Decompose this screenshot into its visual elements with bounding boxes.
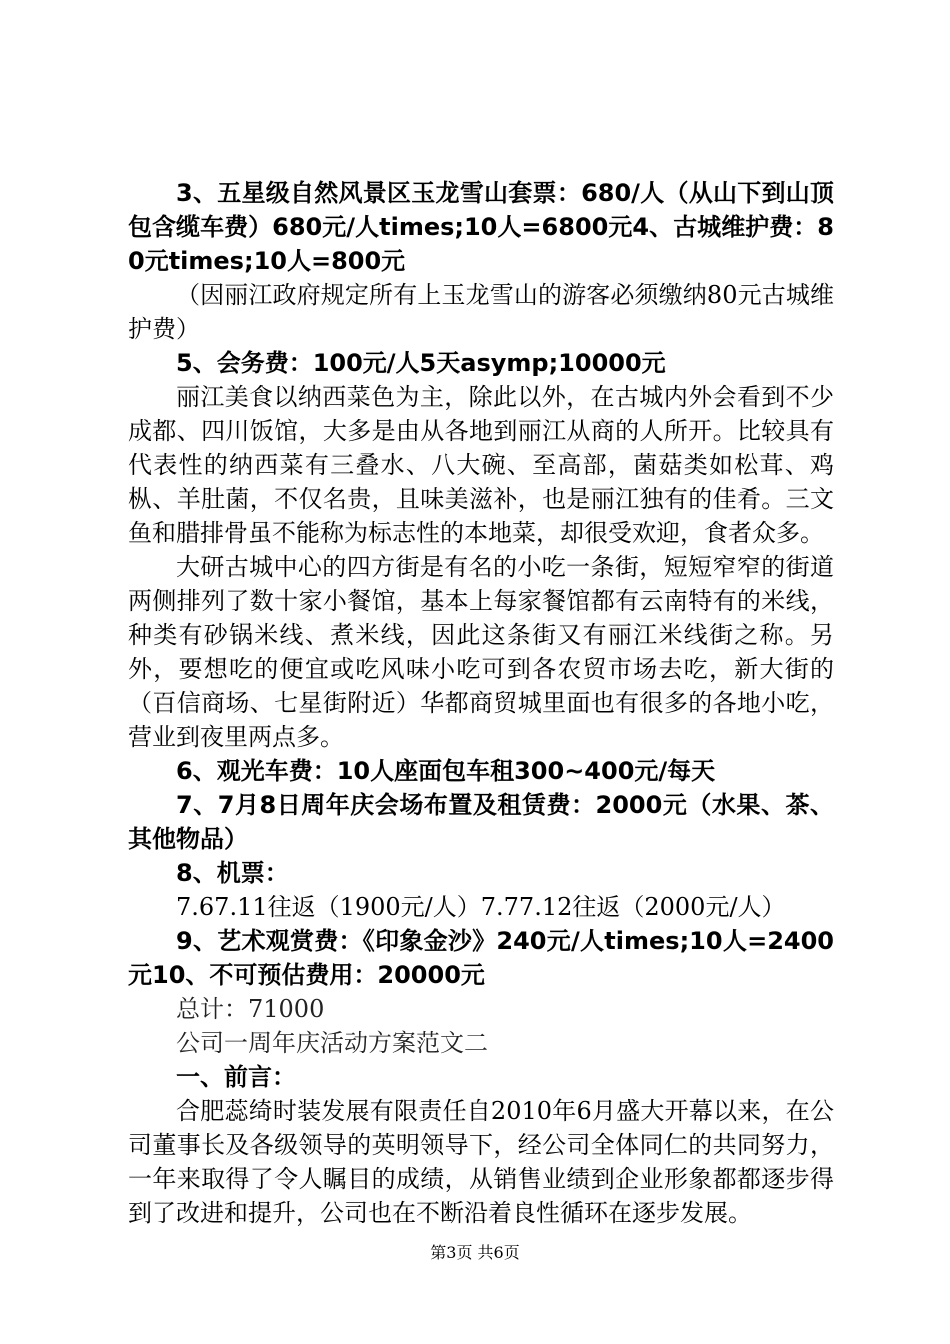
paragraph-scenic-ticket: 3、五星级自然风景区玉龙雪山套票：680/人（从山下到山顶包含缆车费）680元/人times;10人=6800元4、古城维护费：80元times;10人=800元: [128, 179, 834, 275]
paragraph-air-ticket-detail: 7.67.11往返（1900元/人）7.77.12往返（2000元/人）: [176, 893, 786, 921]
paragraph-sifang-street: 大研古城中心的四方街是有名的小吃一条街，短短窄窄的街道两侧排列了数十家小餐馆，基本上每家餐馆都有云南特有的米线，种类有砂锅米线、煮米线，因此这条街又有丽江米线街之称。另外，要想吃的便宜或吃风味小吃可到各农贸市场去吃，新大街的（百信商场、七星街附近）华都商贸城里面也有很多的各地小吃，营业到夜里两点多。: [128, 553, 834, 751]
paragraph-maintenance-note: （因丽江政府规定所有上玉龙雪山的游客必须缴纳80元古城维护费）: [128, 281, 834, 343]
paragraph-sightseeing-bus: 6、观光车费：10人座面包车租300~400元/每天: [176, 757, 716, 785]
section-heading-preface: 一、前言：: [176, 1063, 296, 1091]
paragraph-air-ticket-heading: 8、机票：: [176, 859, 289, 887]
paragraph-conference-fee: 5、会务费：100元/人5天asymp;10000元: [176, 349, 666, 377]
paragraph-preface-body: 合肥蕊绮时装发展有限责任自2010年6月盛大开幕以来，在公司董事长及各级领导的英明领导下，经公司全体同仁的共同努力，一年来取得了令人瞩目的成绩，从销售业绩到企业形象都都逐步得到了改进和提升，公司也在不断沿着良性循环在逐步发展。: [128, 1097, 834, 1227]
paragraph-lijiang-food: 丽江美食以纳西菜色为主，除此以外，在古城内外会看到不少成都、四川饭馆，大多是由从各地到丽江从商的人所开。比较具有代表性的纳西菜有三叠水、八大碗、至高部，菌菇类如松茸、鸡枞、羊肚菌，不仅名贵，且味美滋补，也是丽江独有的佳肴。三文鱼和腊排骨虽不能称为标志性的本地菜，却很受欢迎，食者众多。: [128, 383, 834, 547]
paragraph-plan-two-title: 公司一周年庆活动方案范文二: [176, 1029, 488, 1057]
paragraph-art-fee: 9、艺术观赏费：《印象金沙》240元/人times;10人=2400元10、不可预估费用：20000元: [128, 927, 834, 989]
page-number-footer: 第3页 共6页: [430, 1243, 520, 1262]
document-body: [128, 176, 834, 1230]
paragraph-venue-fee: 7、7月8日周年庆会场布置及租赁费：2000元（水果、茶、其他物品）: [128, 791, 834, 853]
paragraph-total: 总计：71000: [176, 995, 325, 1023]
